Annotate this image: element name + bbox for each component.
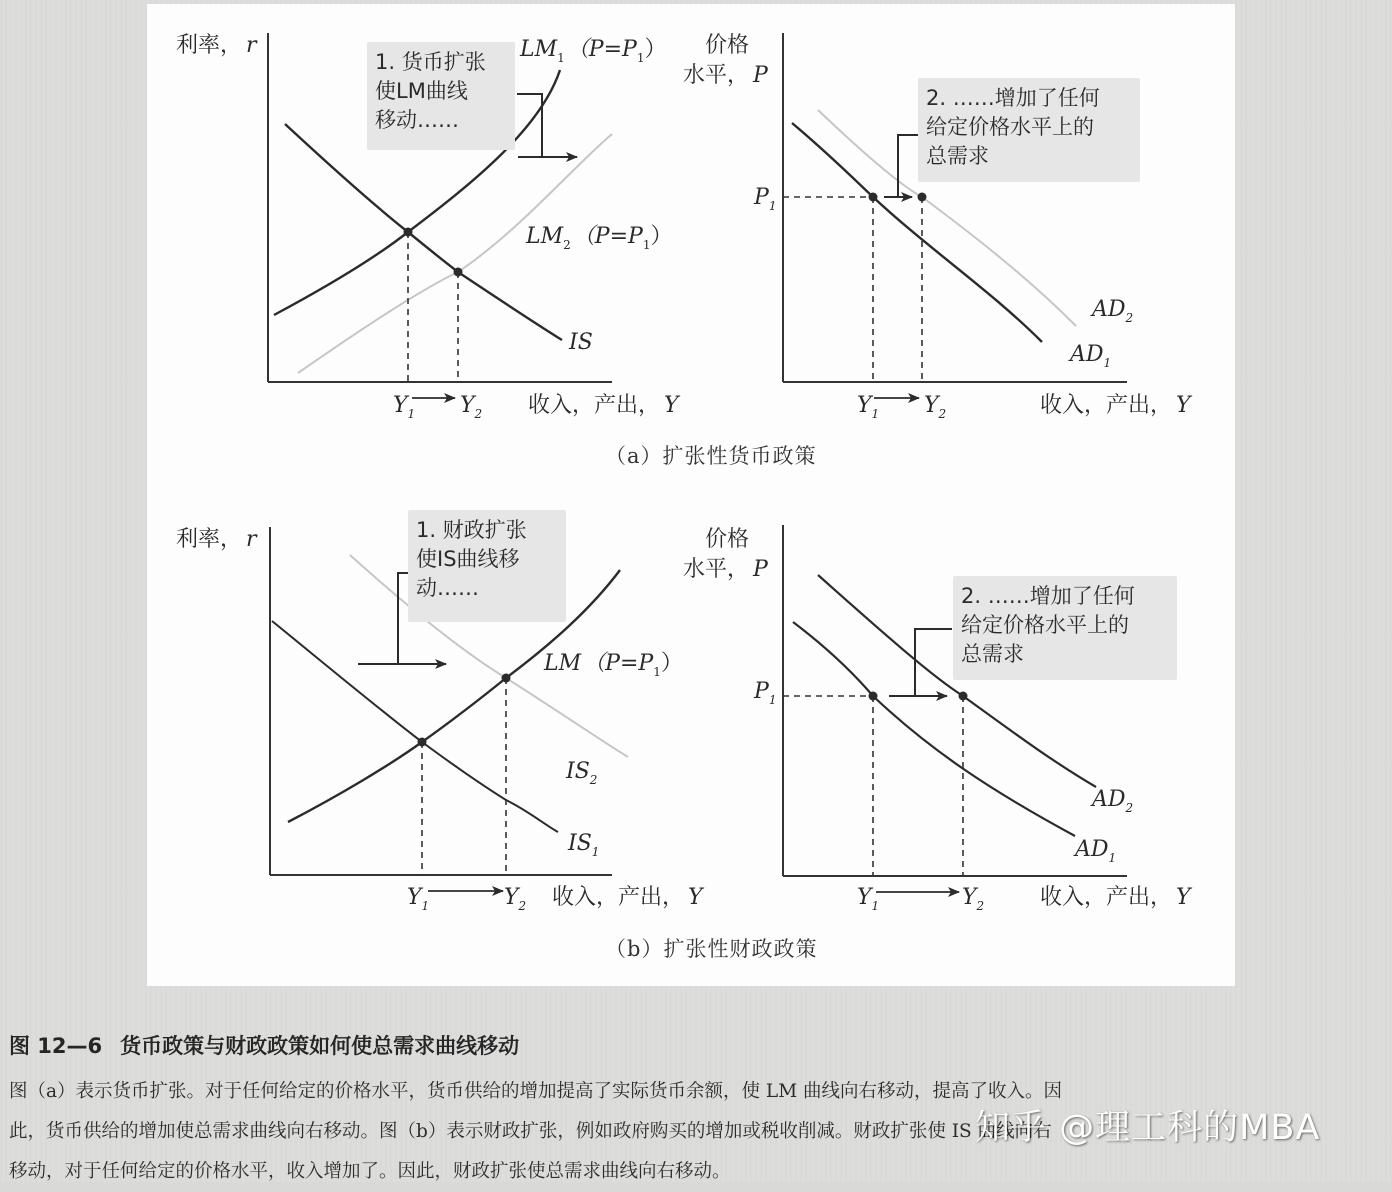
tick-y2: $Y_2$: [504, 885, 527, 913]
tick-p1: $P_1$: [754, 185, 777, 213]
y-axis-label: 利率， r: [176, 33, 257, 58]
figure-number: 图 12—6: [9, 1034, 103, 1058]
caption-line: 此，货币供给的增加使总需求曲线向右移动。图（b）表示财政扩张，例如政府购买的增加或税收削减。财政扩张使 IS 曲线向右: [9, 1121, 1052, 1142]
label-ad2: $AD_2$: [1092, 297, 1134, 325]
tick-y1: $Y_1$: [857, 393, 880, 421]
figure-caption-title: [9, 1030, 519, 1060]
watermark: 知乎 @理工科的MBA: [975, 1108, 1321, 1148]
x-axis-label: 收入，产出， Y: [552, 885, 703, 910]
tick-y1: $Y_1$: [857, 885, 880, 913]
label-ad1: $AD_1$: [1075, 837, 1117, 865]
callout-monetary-expansion: 1. 货币扩张 使LM曲线 移动……: [367, 42, 515, 150]
y-axis-label-line2: 水平， P: [683, 63, 768, 88]
label-is: IS: [569, 330, 593, 355]
tick-y1: $Y_1$: [393, 393, 416, 421]
point-ad2: [959, 692, 968, 701]
tick-y2: $Y_2$: [962, 885, 985, 913]
caption-line: 图（a）表示货币扩张。对于任何给定的价格水平，货币供给的增加提高了实际货币余额，使 LM 曲线向右移动，提高了收入。因: [9, 1081, 1063, 1102]
caption-line: 移动，对于任何给定的价格水平，收入增加了。因此，财政扩张使总需求曲线向右移动。: [9, 1161, 731, 1182]
y-axis-label-line2: 水平， P: [683, 557, 768, 582]
label-ad1: $AD_1$: [1070, 342, 1112, 370]
y-axis-label-line1: 价格: [705, 527, 750, 552]
x-axis-label: 收入，产出， Y: [1040, 393, 1191, 418]
tick-y2: $Y_2$: [460, 393, 483, 421]
label-lm2: $LM_2(P=P_1)$: [526, 224, 673, 252]
y-axis-label: 利率， r: [176, 527, 257, 552]
figure-title: 货币政策与财政政策如何使总需求曲线移动: [120, 1034, 520, 1058]
callout-ad-increase: 2. ……增加了任何 给定价格水平上的 总需求: [953, 576, 1177, 680]
callout-ad-increase: 2. ……增加了任何 给定价格水平上的 总需求: [918, 78, 1140, 182]
y-axis-label-line1: 价格: [705, 33, 750, 58]
subcaption-a: （a）扩张性货币政策: [605, 444, 817, 468]
label-is2: $IS_2$: [566, 759, 598, 787]
label-lm: $LM(P=P_1)$: [544, 651, 683, 679]
subcaption-b: （b）扩张性财政政策: [605, 937, 818, 961]
x-axis-label: 收入，产出， Y: [1040, 885, 1191, 910]
x-axis-label: 收入，产出， Y: [528, 393, 679, 418]
callout-fiscal-expansion: 1. 财政扩张 使IS曲线移 动……: [408, 510, 566, 622]
callout-connector: [915, 629, 952, 696]
label-lm1: $LM_1(P=P_1)$: [520, 37, 667, 65]
tick-y1: $Y_1$: [407, 885, 430, 913]
label-is1: $IS_1$: [568, 831, 600, 859]
tick-p1: $P_1$: [754, 679, 777, 707]
label-ad2: $AD_2$: [1092, 787, 1134, 815]
point-ad1: [869, 692, 878, 701]
tick-y2: $Y_2$: [924, 393, 947, 421]
